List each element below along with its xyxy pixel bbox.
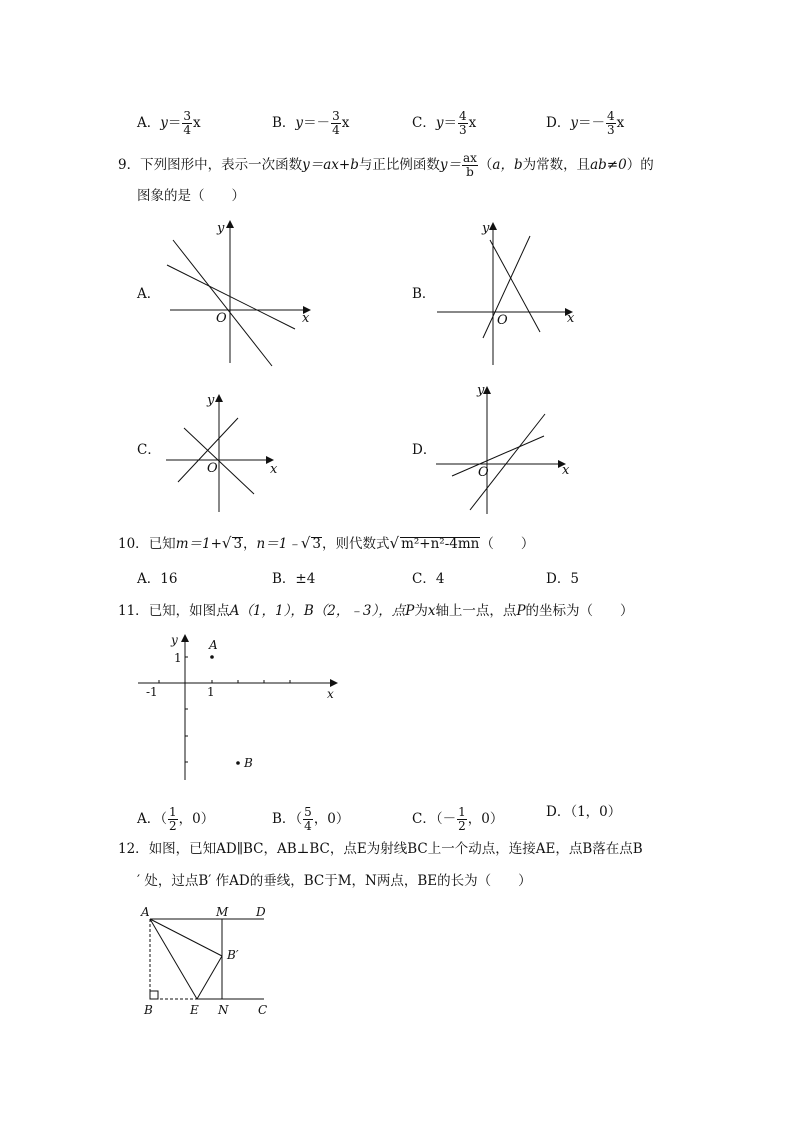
radical-sign: √: [221, 534, 232, 552]
fraction: $\frac{4}{3}$: [606, 109, 615, 137]
q8-option-a: A．y＝ $\frac{3}{4}$ x: [137, 109, 201, 137]
svg-text:O: O: [497, 313, 508, 328]
q11-option-d: D．（1，0）: [546, 804, 622, 820]
q9-option-a-label: A．: [137, 286, 161, 302]
q9-graph-a: [165, 218, 315, 368]
svg-text:A: A: [141, 905, 150, 919]
q11-stem: 11．已知，如图点A（1，1），B（2，﹣3），点P为x轴上一点，点P的坐标为（ ）: [118, 603, 634, 619]
svg-text:O: O: [207, 461, 218, 476]
fraction: $\frac{1}{2}$: [169, 805, 177, 833]
fraction: $\frac{5}{4}$: [304, 805, 312, 833]
svg-text:y: y: [171, 633, 178, 647]
q11-option-a: A．（ $\frac{1}{2}$ ，0）: [137, 805, 215, 833]
q9-option-b-label: B．: [412, 286, 436, 302]
fraction: $\frac{1}{2}$: [458, 805, 466, 833]
q10-stem: 10．已知m＝1+√ 3，n＝1﹣√ 3，则代数式√ m²+n²-4mn（ ）: [118, 534, 535, 552]
svg-text:x: x: [327, 687, 334, 701]
svg-text:1: 1: [207, 685, 215, 699]
fraction: $\frac{ax}{b}$: [462, 151, 477, 179]
q9-graph-c: [162, 390, 302, 520]
svg-text:D: D: [256, 905, 266, 919]
svg-text:1: 1: [174, 651, 182, 665]
svg-text:M: M: [216, 905, 229, 919]
svg-text:E: E: [190, 1003, 199, 1017]
q11-option-b: B．（ $\frac{5}{4}$ ，0）: [272, 805, 350, 833]
svg-text:y: y: [207, 393, 215, 408]
svg-text:B′: B′: [227, 948, 239, 962]
q8-option-c: C．y＝ $\frac{4}{3}$ x: [412, 109, 477, 137]
q12-stem-line2: ′ 处，过点B′ 作AD的垂线，BC于M，N两点，BE的长为（ ）: [137, 873, 532, 889]
q12-stem-line1: 12．如图，已知AD∥BC，AB⊥BC，点E为射线BC上一个动点，连接AE，点B落在点B: [118, 841, 643, 857]
radical-sign: √: [300, 534, 311, 552]
q8-option-b: B．y＝－ $\frac{3}{4}$ x: [272, 109, 350, 137]
svg-text:B: B: [244, 756, 253, 770]
svg-text:y: y: [217, 221, 225, 236]
svg-text:y: y: [477, 383, 485, 398]
fraction: $\frac{3}{4}$: [332, 109, 340, 137]
svg-text:x: x: [567, 311, 575, 326]
svg-text:C: C: [258, 1003, 268, 1017]
svg-text:x: x: [302, 311, 310, 326]
svg-text:y: y: [482, 221, 490, 236]
q12-geometry-figure: [138, 902, 298, 1022]
q10-option-a: A．16: [137, 571, 178, 587]
q9-stem: 9．下列图形中，表示一次函数y＝ax+b与正比例函数y＝ $\frac{ax}{b}$ （a，b为常数，且ab≠0）的: [118, 151, 654, 179]
svg-text:O: O: [216, 311, 227, 326]
q9-option-c-label: C．: [137, 442, 161, 458]
q11-option-c: C．（－ $\frac{1}{2}$ ，0）: [412, 805, 504, 833]
q9-option-d-label: D．: [412, 442, 437, 458]
q10-option-c: C．4: [412, 571, 445, 587]
svg-text:A: A: [209, 638, 218, 652]
svg-text:B: B: [144, 1003, 153, 1017]
q9-stem-line2: 图象的是（ ）: [137, 188, 245, 204]
q11-coordinate-graph: [134, 632, 344, 782]
radical-sign: √: [389, 534, 400, 552]
fraction: $\frac{4}{3}$: [458, 109, 467, 137]
q10-option-b: B．±4: [272, 571, 316, 587]
svg-text:x: x: [562, 463, 570, 478]
svg-text:N: N: [218, 1003, 229, 1017]
q9-graph-b: [435, 220, 585, 370]
svg-text:x: x: [270, 462, 278, 477]
q10-option-d: D．5: [546, 571, 579, 587]
fraction: $\frac{3}{4}$: [183, 109, 192, 137]
svg-text:-1: -1: [146, 685, 158, 699]
q8-option-d: D．y＝－ $\frac{4}{3}$ x: [546, 109, 625, 137]
svg-text:O: O: [478, 465, 489, 480]
q9-graph-d: [432, 382, 582, 522]
